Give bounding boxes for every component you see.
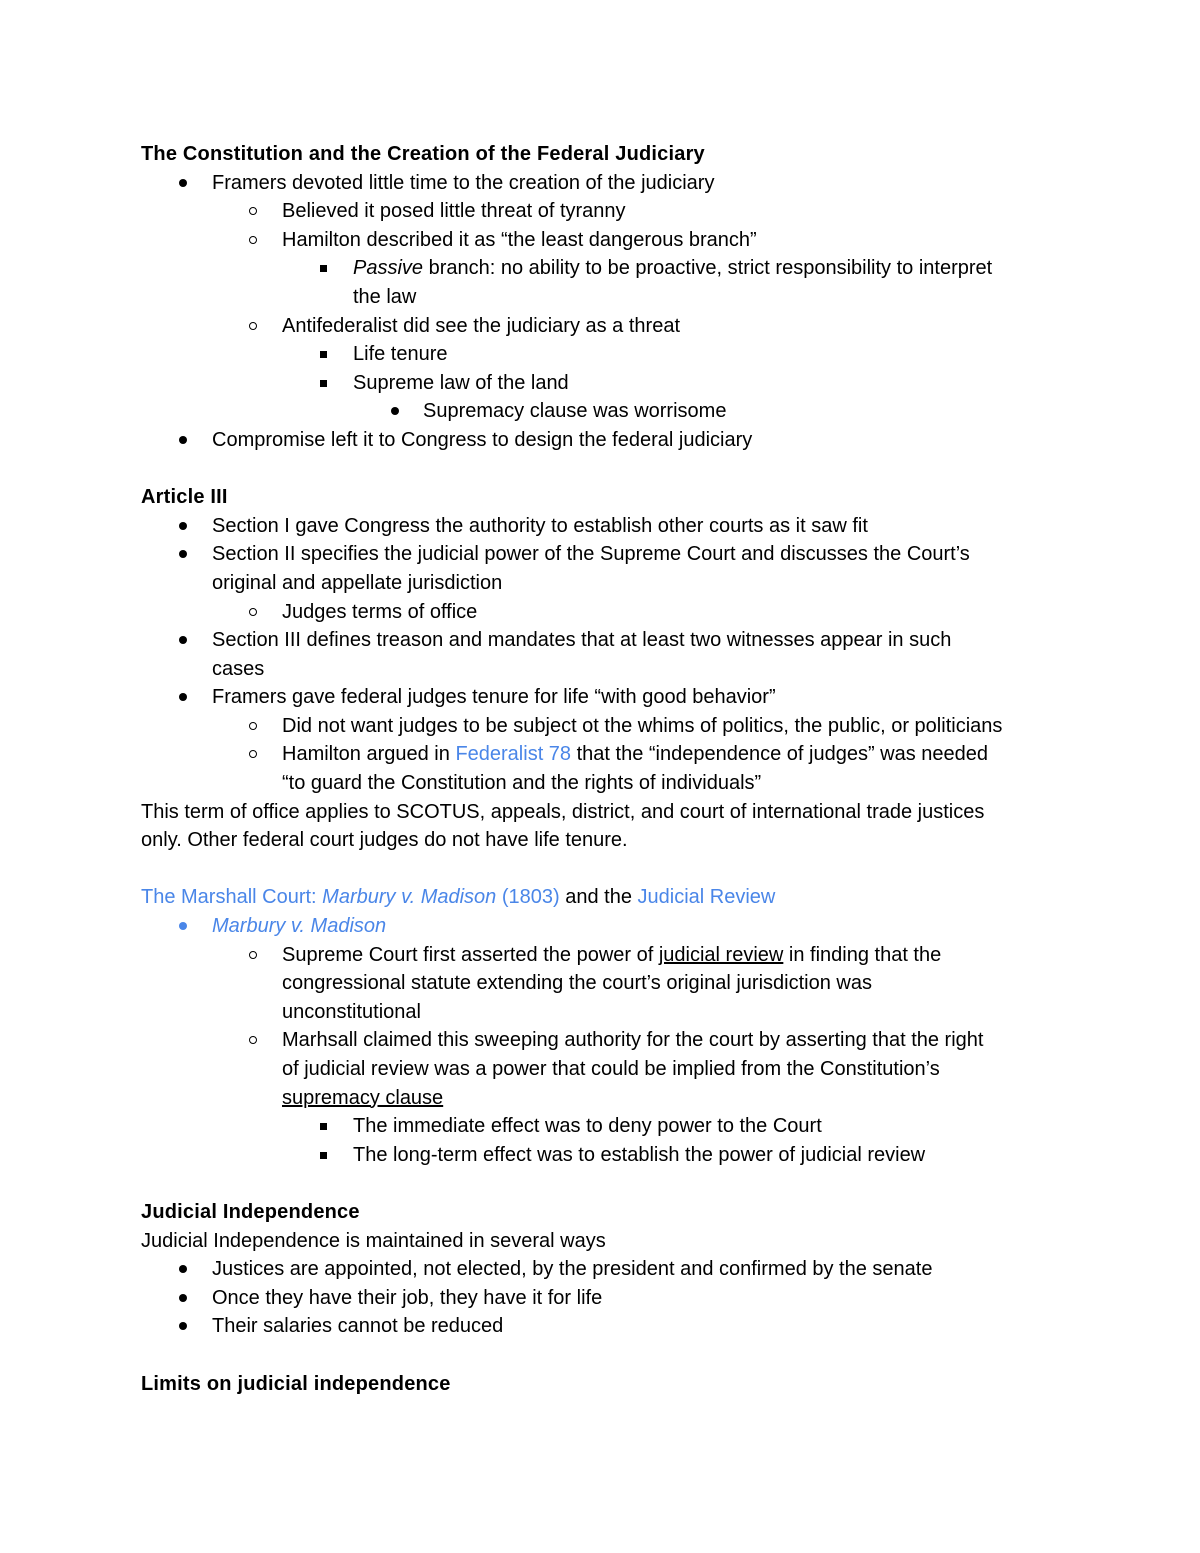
list-item: Life tenure xyxy=(141,340,1071,369)
list-item: Section I gave Congress the authority to establish other courts as it saw fit xyxy=(141,512,1071,541)
bullet-square-icon xyxy=(320,351,327,358)
list-item: Antifederalist did see the judiciary as a threat xyxy=(141,312,1071,341)
list-item: Hamilton described it as “the least dangerous branch” xyxy=(141,226,1071,255)
bullet-square-icon xyxy=(320,1152,327,1159)
list-item: Believed it posed little threat of tyranny xyxy=(141,197,1071,226)
list-item: Passive branch: no ability to be proactive, strict responsibility to interpret xyxy=(141,254,1071,283)
bullet-dot-icon xyxy=(179,436,187,444)
list-item: Their salaries cannot be reduced xyxy=(141,1312,1071,1341)
list-item: Framers devoted little time to the creation of the judiciary xyxy=(141,169,1071,198)
bullet-dot-icon xyxy=(179,179,187,187)
list-item: Supremacy clause was worrisome xyxy=(141,397,1071,426)
list-item-continuation: cases xyxy=(212,657,265,680)
bullet-ring-icon xyxy=(249,951,257,959)
bullet-square-icon xyxy=(320,1123,327,1130)
list-item: Section II specifies the judicial power of the Supreme Court and discusses the Court’s xyxy=(141,540,1071,569)
section-heading-marshall-court: The Marshall Court: Marbury v. Madison (1803) and the Judicial Review xyxy=(141,886,776,909)
bullet-ring-icon xyxy=(249,722,257,730)
list-item: Section III defines treason and mandates that at least two witnesses appear in such xyxy=(141,626,1071,655)
bullet-ring-icon xyxy=(249,750,257,758)
paragraph-line: only. Other federal court judges do not have life tenure. xyxy=(141,829,628,852)
document-page xyxy=(141,140,1071,1398)
list-item-continuation: congressional statute extending the court’s original jurisdiction was xyxy=(282,972,872,995)
bullet-dot-icon xyxy=(391,407,399,415)
bullet-dot-icon xyxy=(179,1322,187,1330)
bullet-dot-icon xyxy=(179,693,187,701)
bullet-ring-icon xyxy=(249,236,257,244)
blank-line xyxy=(141,855,1071,884)
list-item: Compromise left it to Congress to design the federal judiciary xyxy=(141,426,1071,455)
bullet-dot-icon xyxy=(179,1294,187,1302)
bullet-dot-icon xyxy=(179,922,187,930)
section-heading-constitution: The Constitution and the Creation of the Federal Judiciary xyxy=(141,143,705,165)
list-item: Supreme Court first asserted the power of judicial review in finding that the xyxy=(141,941,1071,970)
section-heading-limits: Limits on judicial independence xyxy=(141,1372,451,1395)
bullet-dot-icon xyxy=(179,636,187,644)
list-item: Judges terms of office xyxy=(141,598,1071,627)
federalist-78-link[interactable]: Federalist 78 xyxy=(455,743,572,766)
section-heading-article-iii: Article III xyxy=(141,486,228,509)
bullet-ring-icon xyxy=(249,322,257,330)
list-item-continuation: “to guard the Constitution and the rights of individuals” xyxy=(282,772,762,795)
bullet-square-icon xyxy=(320,265,327,272)
judicial-review-link[interactable]: Judicial Review xyxy=(637,886,776,909)
list-item: Hamilton argued in Federalist 78 that the “independence of judges” was needed xyxy=(141,740,1071,769)
list-item: Justices are appointed, not elected, by the president and confirmed by the senate xyxy=(141,1255,1071,1284)
list-item-continuation: original and appellate jurisdiction xyxy=(212,571,503,594)
bullet-dot-icon xyxy=(179,1265,187,1273)
list-item: Marbury v. Madison xyxy=(141,912,1071,941)
list-item: Framers gave federal judges tenure for life “with good behavior” xyxy=(141,683,1071,712)
bullet-dot-icon xyxy=(179,522,187,530)
list-item: The long-term effect was to establish the power of judicial review xyxy=(141,1141,1071,1170)
list-item-continuation: supremacy clause xyxy=(282,1086,444,1109)
list-item-continuation: of judicial review was a power that could be implied from the Constitution’s xyxy=(282,1058,940,1080)
list-item: Once they have their job, they have it for life xyxy=(141,1284,1071,1313)
list-item: The immediate effect was to deny power to the Court xyxy=(141,1112,1071,1141)
blank-line xyxy=(141,1169,1071,1198)
list-item: Did not want judges to be subject ot the whims of politics, the public, or politicians xyxy=(141,712,1071,741)
blank-line xyxy=(141,1341,1071,1370)
bullet-dot-icon xyxy=(179,550,187,558)
blank-line xyxy=(141,455,1071,484)
bullet-ring-icon xyxy=(249,207,257,215)
list-item: Marhsall claimed this sweeping authority for the court by asserting that the right xyxy=(141,1026,1071,1055)
list-item: Supreme law of the land xyxy=(141,369,1071,398)
section-heading-judicial-independence: Judicial Independence xyxy=(141,1200,360,1223)
list-item-continuation: the law xyxy=(353,285,417,308)
paragraph-line: This term of office applies to SCOTUS, appeals, district, and court of international trade justices xyxy=(141,800,985,823)
bullet-ring-icon xyxy=(249,1036,257,1044)
bullet-ring-icon xyxy=(249,608,257,616)
list-item-continuation: unconstitutional xyxy=(282,1000,421,1023)
bullet-square-icon xyxy=(320,380,327,387)
paragraph-line: Judicial Independence is maintained in several ways xyxy=(141,1229,606,1252)
